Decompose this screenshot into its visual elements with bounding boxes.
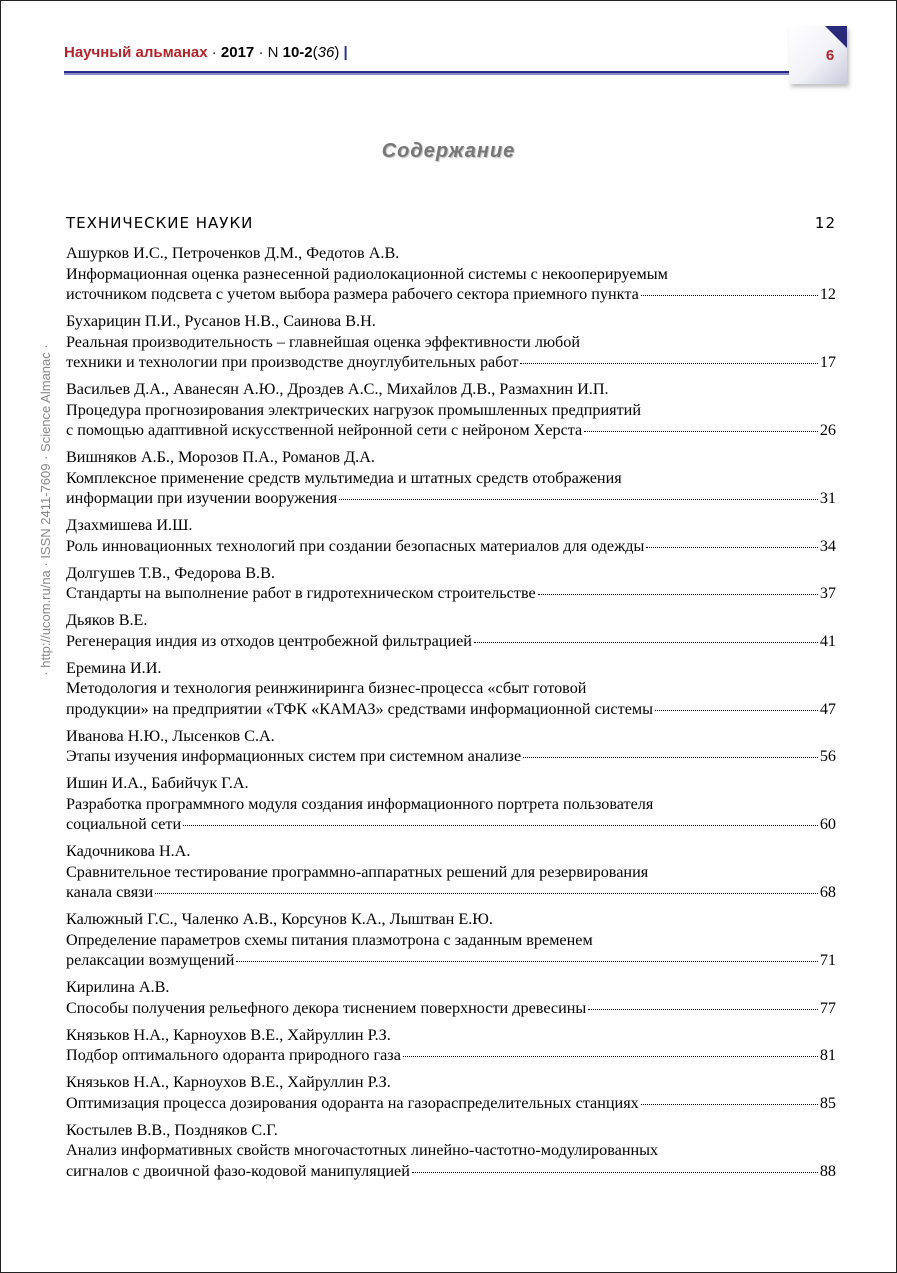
toc-entry-title-last-line <box>66 284 836 305</box>
toc-entry-authors: Ашурков И.С., Петроченков Д.М., Федотов А.В. <box>66 244 400 262</box>
toc-entry-title-last-line <box>66 998 836 1019</box>
toc-entry-title-line: Комплексное применение средств мультимедиа и штатных средств отображения <box>66 468 622 487</box>
toc-entry-title-last-line <box>66 1161 836 1182</box>
running-header <box>64 44 844 72</box>
toc-entry-authors: Князьков Н.А., Карноухов В.Е., Хайруллин Р.З. <box>66 1025 391 1044</box>
toc-entry[interactable] <box>66 1025 836 1066</box>
side-url-issn: · http://ucom.ru/na · ISSN 2411-7609 · Science Almanac · <box>38 344 53 676</box>
header-bar: | <box>339 44 348 61</box>
toc-entry-page: 47 <box>819 699 836 718</box>
toc-entry-authors: Вишняков А.Б., Морозов П.А., Романов Д.А. <box>66 448 375 466</box>
dot-leader <box>520 363 817 364</box>
toc-entry-title-text: сигналов с двоичной фазо-кодовой манипуляцией <box>66 1161 410 1180</box>
toc-entry-page: 34 <box>819 536 836 555</box>
toc-entry[interactable] <box>66 447 836 509</box>
journal-name: Научный альманах <box>64 44 208 61</box>
toc-entry-page: 41 <box>819 631 836 650</box>
toc-entry-title-last-line <box>66 631 836 652</box>
toc-entry-authors: Дзахмишева И.Ш. <box>66 516 193 534</box>
toc-entry[interactable] <box>66 243 836 305</box>
dot-leader <box>523 757 818 758</box>
dot-leader <box>474 642 818 643</box>
toc-entry-authors: Васильев Д.А., Аванесян А.Ю., Дроздев А.С., Михайлов Д.В., Размахнин И.П. <box>66 380 609 398</box>
toc-entry[interactable] <box>66 311 836 373</box>
toc-entry-title-text: Регенерация индия из отходов центробежной фильтрацией <box>66 631 472 650</box>
header-paren-close: ) <box>334 44 340 61</box>
toc-entry-title-text: релаксации возмущений <box>66 951 235 969</box>
toc-entry[interactable] <box>66 1120 836 1182</box>
toc-entry-page: 60 <box>819 815 836 833</box>
toc-entry-title-text: Стандарты на выполнение работ в гидротехническом строительстве <box>66 584 536 602</box>
toc-entry-authors: Долгушев Т.В., Федорова В.В. <box>66 563 275 582</box>
toc-entry-title-last-line <box>66 1045 836 1066</box>
toc-entry[interactable] <box>66 977 836 1018</box>
header-issue: 10-2 <box>282 44 313 61</box>
toc-entry[interactable] <box>66 909 836 971</box>
toc-entry[interactable] <box>66 515 836 556</box>
section-heading <box>66 214 836 236</box>
toc-entry-title-text: с помощью адаптивной искусственной нейронной сети с нейроном Херста <box>66 421 583 439</box>
dot-leader <box>584 431 818 432</box>
toc-entry[interactable] <box>66 841 836 903</box>
toc-entry-title-last-line <box>66 1093 836 1114</box>
toc-entry-title-text: информации при изучении вооружения <box>66 489 338 507</box>
section-label: ТЕХНИЧЕСКИЕ НАУКИ <box>66 214 254 232</box>
toc-entry-title-text: Способы получения рельефного декора тиснением поверхности древесины <box>66 998 587 1017</box>
dot-leader <box>655 710 818 711</box>
toc-entry-page: 17 <box>819 353 836 371</box>
toc-entry-authors: Калюжный Г.С., Чаленко А.В., Корсунов К.А., Лыштван Е.Ю. <box>66 910 493 928</box>
toc-entry[interactable] <box>66 563 836 604</box>
dot-leader <box>403 1056 818 1057</box>
toc-entry-title-line: Сравнительное тестирование программно-аппаратных решений для резервирования <box>66 862 649 881</box>
toc-entry-title-line: Анализ информативных свойств многочастотных линейно-частотно-модулированных <box>66 1141 659 1159</box>
toc-entry-title-last-line <box>66 488 836 509</box>
toc-entry-page: 88 <box>819 1161 836 1180</box>
toc-entry-title-last-line <box>66 882 836 903</box>
toc-entry-title-line: Определение параметров схемы питания плазмотрона с заданным временем <box>66 930 593 949</box>
table-of-contents <box>66 243 836 1188</box>
header-year: 2017 <box>220 44 255 61</box>
toc-entry-page: 12 <box>819 285 836 303</box>
dot-leader <box>646 547 817 548</box>
header-number-label: · N <box>254 44 283 61</box>
toc-entry-title-last-line <box>66 814 836 835</box>
toc-entry-page: 68 <box>819 883 836 901</box>
dot-leader <box>155 893 818 894</box>
toc-entry[interactable] <box>66 726 836 767</box>
toc-entry-title-text: социальной сети <box>66 815 182 833</box>
toc-entry-title-line: Процедура прогнозирования электрических нагрузок промышленных предприятий <box>66 400 641 419</box>
toc-entry-authors: Еремина И.И. <box>66 658 162 677</box>
toc-entry[interactable] <box>66 379 836 441</box>
toc-entry-title-text: Роль инновационных технологий при создании безопасных материалов для одежды <box>66 536 645 555</box>
toc-entry-page: 85 <box>819 1093 836 1112</box>
toc-entry-title-last-line <box>66 746 836 767</box>
toc-entry-title-last-line <box>66 420 836 441</box>
page-title: Содержание <box>381 140 516 162</box>
toc-entry-title-line: Информационная оценка разнесенной радиолокационной системы с некооперируемым <box>66 264 668 283</box>
section-page: 12 <box>814 214 836 232</box>
toc-entry-title-line: Методология и технология реинжиниринга бизнес-процесса «сбыт готовой <box>66 679 587 697</box>
header-rule <box>64 71 846 75</box>
header-paren-open: ( <box>312 44 318 61</box>
toc-entry-title-last-line <box>66 699 836 720</box>
dot-leader <box>641 295 818 296</box>
toc-entry[interactable] <box>66 610 836 651</box>
toc-entry[interactable] <box>66 658 836 720</box>
toc-entry-title-text: канала связи <box>66 883 154 901</box>
toc-entry-title-last-line <box>66 536 836 557</box>
toc-entry[interactable] <box>66 773 836 835</box>
toc-entry-authors: Иванова Н.Ю., Лысенков С.А. <box>66 726 275 745</box>
toc-entry-title-line: Разработка программного модуля создания информационного портрета пользователя <box>66 794 654 813</box>
toc-entry[interactable] <box>66 1072 836 1113</box>
page-number: 6 <box>825 47 835 64</box>
toc-entry-title-last-line <box>66 950 836 971</box>
toc-entry-title-text: Этапы изучения информационных систем при системном анализе <box>66 747 522 765</box>
toc-entry-page: 81 <box>819 1046 836 1064</box>
toc-entry-authors: Ишин И.А., Бабийчук Г.А. <box>66 774 249 792</box>
dot-leader <box>339 499 818 500</box>
header-issue-total: 36 <box>317 44 335 61</box>
toc-entry-authors: Костылев В.В., Поздняков С.Г. <box>66 1120 278 1139</box>
toc-entry-title-last-line <box>66 352 836 373</box>
dot-leader <box>641 1104 818 1105</box>
toc-entry-title-line: Реальная производительность – главнейшая оценка эффективности любой <box>66 332 581 351</box>
toc-entry-page: 31 <box>819 489 836 507</box>
dot-leader <box>538 594 818 595</box>
toc-entry-page: 26 <box>819 421 836 439</box>
toc-entry-authors: Кирилина А.В. <box>66 978 170 996</box>
toc-entry-page: 37 <box>819 584 836 602</box>
page-tab-corner <box>825 26 847 48</box>
toc-entry-authors: Дьяков В.Е. <box>66 611 148 629</box>
dot-leader <box>588 1009 818 1010</box>
toc-entry-title-text: техники и технологии при производстве дноуглубительных работ <box>66 353 519 371</box>
toc-entry-authors: Князьков Н.А., Карноухов В.Е., Хайруллин Р.З. <box>66 1073 391 1091</box>
toc-entry-page: 71 <box>819 951 836 969</box>
dot-leader <box>236 961 817 962</box>
header-separator: · <box>207 44 221 61</box>
dot-leader <box>412 1172 818 1173</box>
toc-entry-title-text: источником подсвета с учетом выбора размера рабочего сектора приемного пункта <box>66 285 639 303</box>
toc-entry-title-text: Подбор оптимального одоранта природного газа <box>66 1046 401 1064</box>
toc-entry-title-last-line <box>66 583 836 604</box>
toc-entry-page: 56 <box>819 747 836 765</box>
dot-leader <box>183 825 818 826</box>
toc-entry-title-text: Оптимизация процесса дозирования одоранта на газораспределительных станциях <box>66 1093 639 1112</box>
toc-entry-page: 77 <box>819 998 836 1017</box>
toc-entry-authors: Кадочникова Н.А. <box>66 842 191 860</box>
toc-entry-authors: Бухарицин П.И., Русанов Н.В., Саинова В.Н. <box>66 312 376 330</box>
toc-entry-title-text: продукции» на предприятии «ТФК «КАМАЗ» средствами информационной системы <box>66 699 653 718</box>
